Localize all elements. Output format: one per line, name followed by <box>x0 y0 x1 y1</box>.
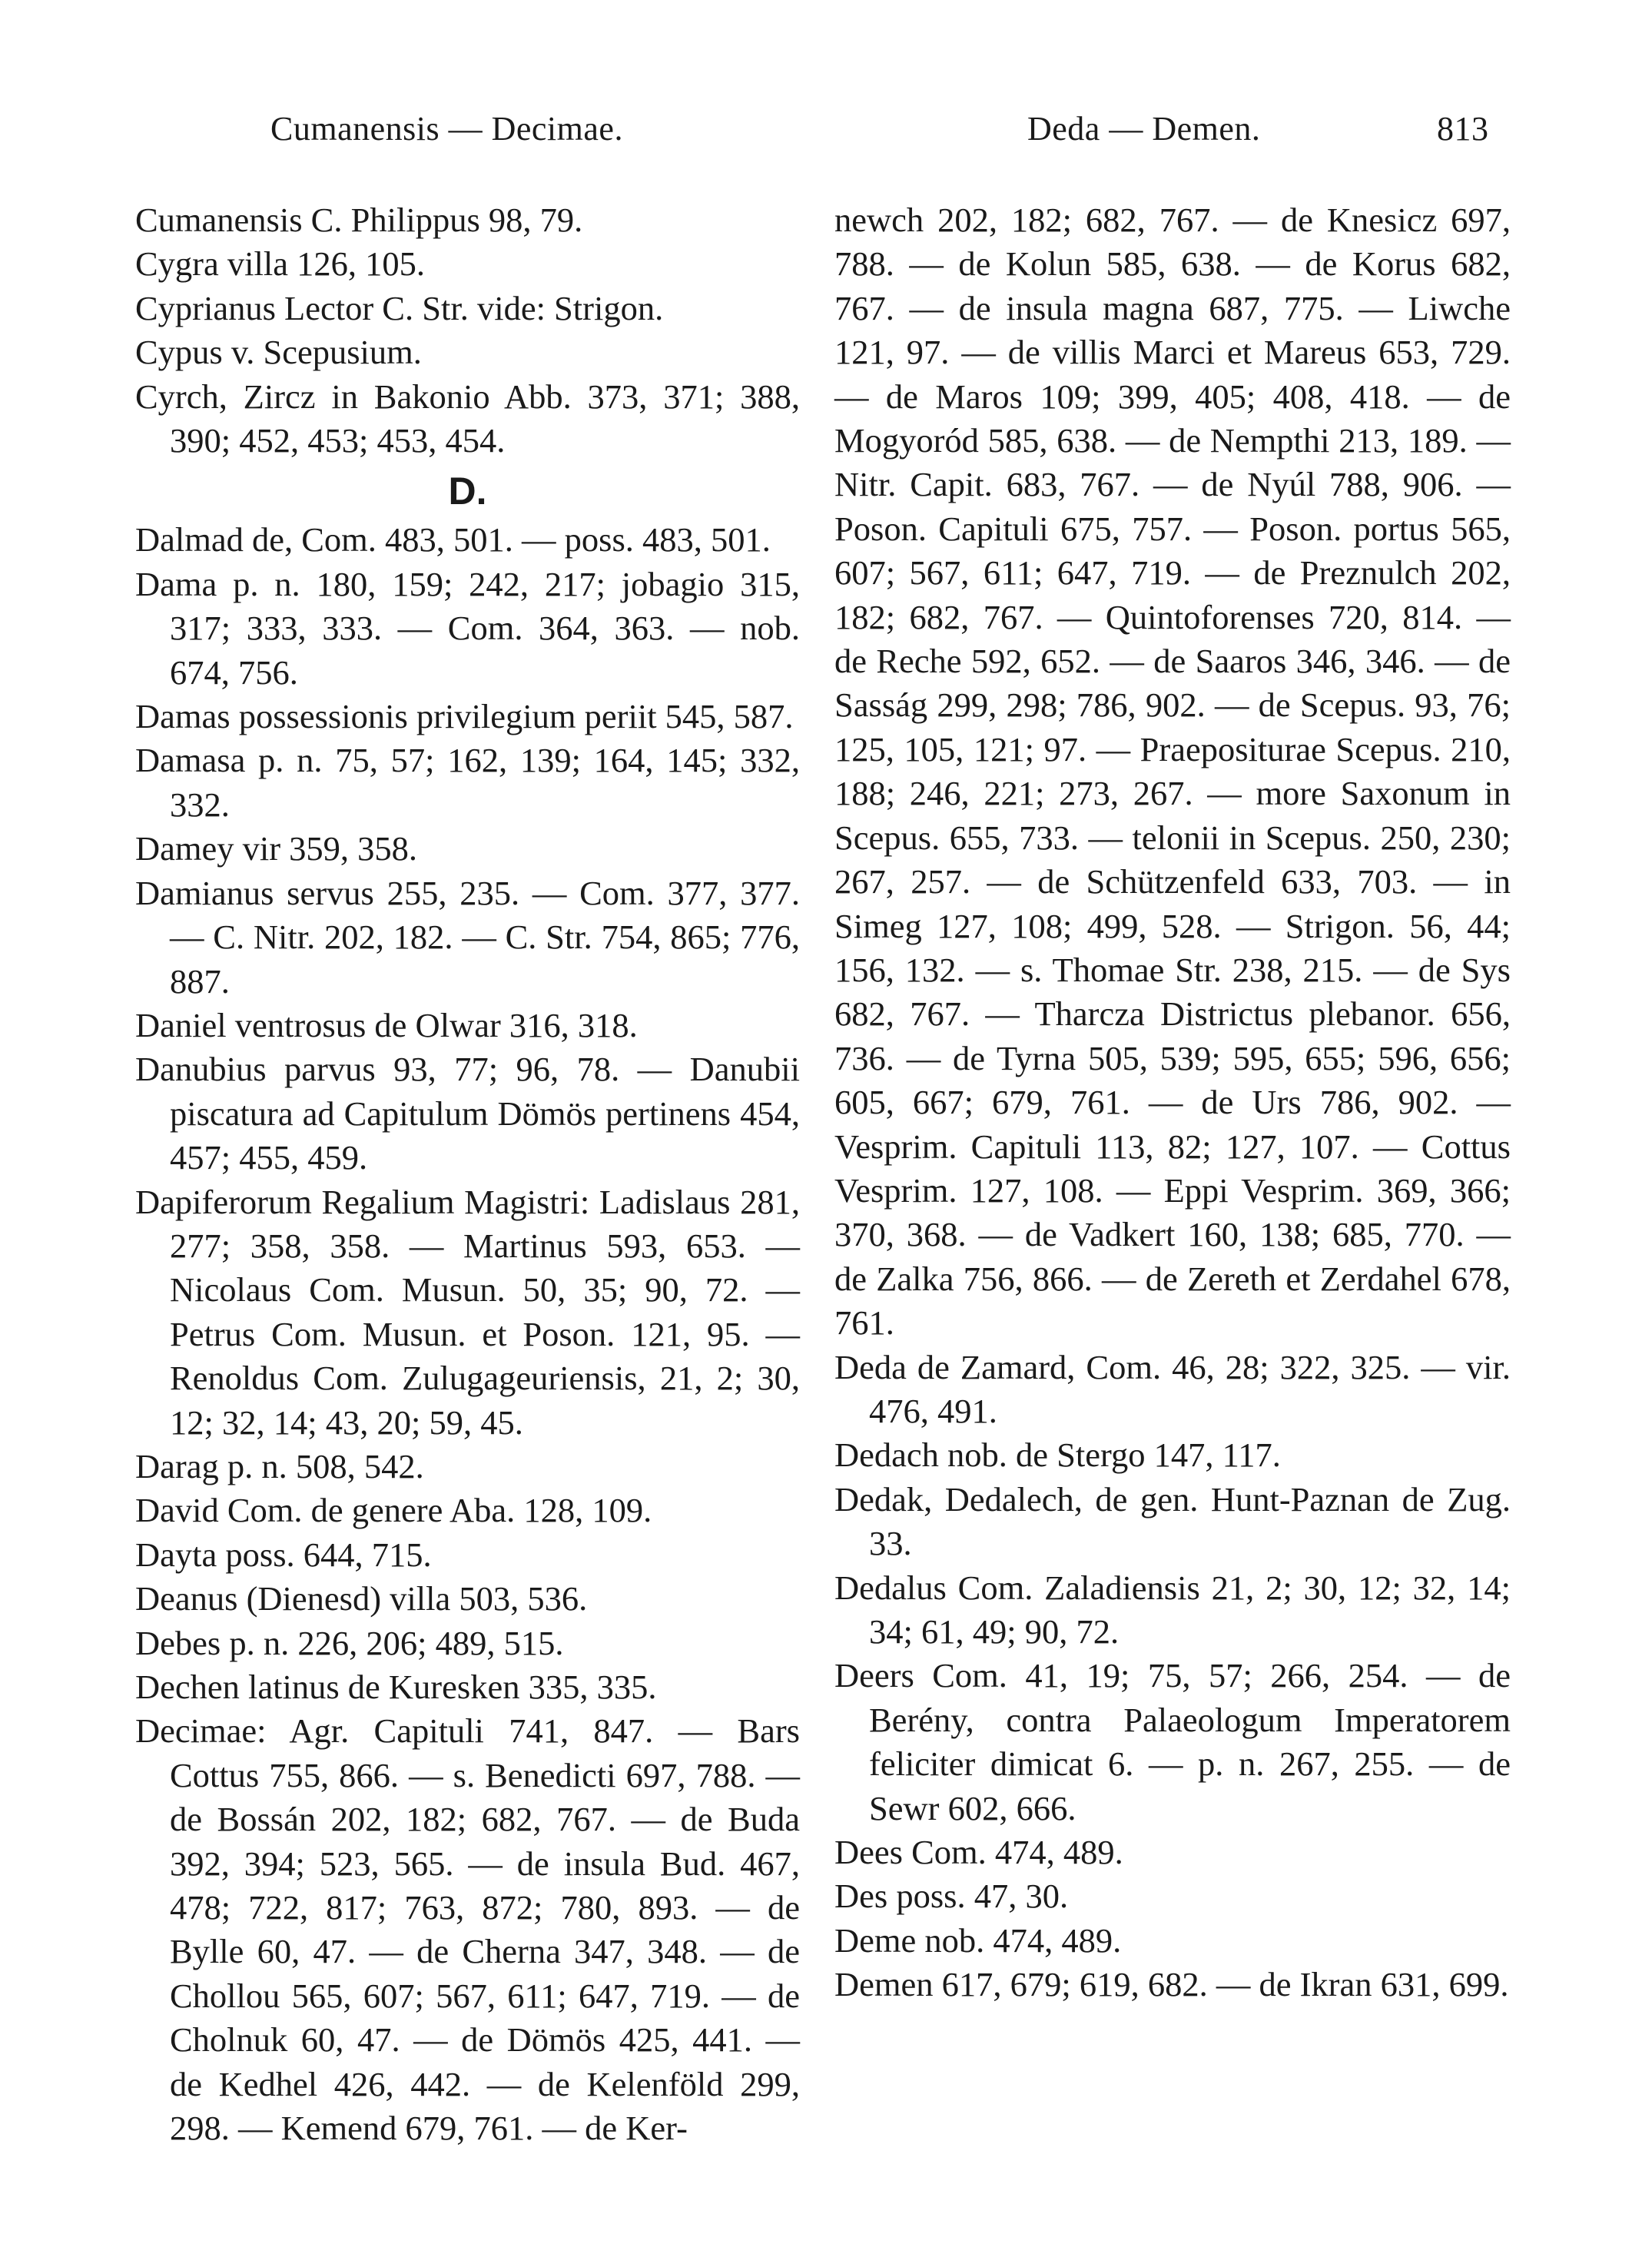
index-entry: Dalmad de, Com. 483, 501. — poss. 483, 501. <box>135 520 771 559</box>
index-entry: Dedalus Com. Zaladiensis 21, 2; 30, 12; 32, 14; 34; 61, 49; 90, 72. <box>834 1568 1511 1651</box>
index-entry: Deme nob. 474, 489. <box>834 1920 1122 1960</box>
index-entry: Daniel ventrosus de Olwar 316, 318. <box>135 1005 638 1044</box>
index-entry: David Com. de genere Aba. 128, 109. <box>135 1491 652 1530</box>
index-entry: Dees Com. 474, 489. <box>834 1833 1123 1872</box>
index-entry: Decimae: Agr. Capituli 741, 847. — Bars Cottus 755, 866. — s. Benedicti 697, 788. — de Bossán 202, 182; 682, 767. — de Buda 392, 394; 523, 565. — de insula Bud. 467, 478; 722, 817; 763, 872; 780, 893. — de Bylle 60, 47. — de Cherna 347, 348. — de Chollou 565, 607; 567, 611; 647, 719. — de Cholnuk 60, 47. — de Dömös 425, 441. — de Kedhel 426, 442. — de Kelenföld 299, 298. — Kemend 679, 761. — de Ker- <box>135 1711 800 2148</box>
index-entry: Dechen latinus de Kuresken 335, 335. <box>135 1668 657 1706</box>
right-column <box>834 198 1511 2007</box>
index-entry: Dedach nob. de Stergo 147, 117. <box>834 1436 1281 1475</box>
index-entry: Cypus v. Scepusium. <box>135 333 422 372</box>
section-letter: D. <box>448 470 487 513</box>
index-entry: Cyprianus Lector C. Str. vide: Strigon. <box>135 288 664 327</box>
left-column <box>135 198 800 2150</box>
index-entry: Demen 617, 679; 619, 682. — de Ikran 631, 699. <box>834 1965 1509 2004</box>
index-entry: Danubius parvus 93, 77; 96, 78. — Danubii piscatura ad Capitulum Dömös pertinens 454, 457; 455, 459. <box>135 1050 800 1177</box>
index-entry: Dayta poss. 644, 715. <box>135 1535 432 1574</box>
index-entry: Cumanensis C. Philippus 98, 79. <box>135 201 583 239</box>
index-entry: Cyrch, Zircz in Bakonio Abb. 373, 371; 388, 390; 452, 453; 453, 454. <box>135 377 800 460</box>
index-entry: Damianus servus 255, 235. — Com. 377, 377. — C. Nitr. 202, 182. — C. Str. 754, 865; 776, 887. <box>135 873 800 1001</box>
index-entry: Dapiferorum Regalium Magistri: Ladislaus 281, 277; 358, 358. — Martinus 593, 653. — Nicolaus Com. Musun. 50, 35; 90, 72. — Petrus Com. Musun. et Poson. 121, 95. — Renoldus Com. Zulugageuriensis, 21, 2; 30, 12; 32, 14; 43, 20; 59, 45. <box>135 1182 800 1442</box>
index-entry: Deanus (Dienesd) villa 503, 536. <box>135 1579 588 1618</box>
index-entry: Des poss. 47, 30. <box>834 1877 1069 1916</box>
index-entry: Damasa p. n. 75, 57; 162, 139; 164, 145; 332, 332. <box>135 741 800 824</box>
index-entry: Damey vir 359, 358. <box>135 829 418 868</box>
index-entry: Damas possessionis privilegium periit 545, 587. <box>135 697 794 736</box>
running-head-left: Cumanensis — Decimae. <box>270 110 623 148</box>
index-entry: Debes p. n. 226, 206; 489, 515. <box>135 1623 564 1662</box>
index-entry: Cygra villa 126, 105. <box>135 244 425 284</box>
index-entry: Deda de Zamard, Com. 46, 28; 322, 325. — vir. 476, 491. <box>834 1347 1511 1430</box>
index-entry: Deers Com. 41, 19; 75, 57; 266, 254. — de Berény, contra Palaeologum Imperatorem feliciter dimicat 6. — p. n. 267, 255. — de Sewr 602, 666. <box>834 1656 1511 1827</box>
index-entry: Dedak, Dedalech, de gen. Hunt-Paznan de Zug. 33. <box>834 1479 1511 1563</box>
entry-continuation: newch 202, 182; 682, 767. — de Knesicz 697, 788. — de Kolun 585, 638. — de Korus 682, 767. — de insula magna 687, 775. — Liwche 121, 97. — de villis Marci et Mareus 653, 729. — de Maros 109; 399, 405; 408, 418. — de Mogyoród 585, 638. — de Nempthi 213, 189. — Nitr. Capit. 683, 767. — de Nyúl 788, 906. — Poson. Capituli 675, 757. — Poson. portus 565, 607; 567, 611; 647, 719. — de Preznulch 202, 182; 682, 767. — Quintoforenses 720, 814. — de Reche 592, 652. — de Saaros 346, 346. — de Sasság 299, 298; 786, 902. — de Scepus. 93, 76; 125, 105, 121; 97. — Praepositurae Scepus. 210, 188; 246, 221; 273, 267. — more Saxonum in Scepus. 655, 733. — telonii in Scepus. 250, 230; 267, 257. — de Schützenfeld 633, 703. — in Simeg 127, 108; 499, 528. — Strigon. 56, 44; 156, 132. — s. Thomae Str. 238, 215. — de Sys 682, 767. — Tharcza Districtus plebanor. 656, 736. — de Tyrna 505, 539; 595, 655; 596, 656; 605, 667; 679, 761. — de Urs 786, 902. — Vesprim. Capituli 113, 82; 127, 107. — Cottus Vesprim. 127, 108. — Eppi Vesprim. 369, 366; 370, 368. — de Vadkert 160, 138; 685, 770. — de Zalka 756, 866. — de Zereth et Zerdahel 678, 761. <box>834 201 1511 1343</box>
index-entry: Dama p. n. 180, 159; 242, 217; jobagio 315, 317; 333, 333. — Com. 364, 363. — nob. 674, 756. <box>135 564 800 692</box>
page-number: 813 <box>1437 110 1489 148</box>
index-entry: Darag p. n. 508, 542. <box>135 1446 424 1485</box>
running-head-right: Deda — Demen. <box>1027 110 1261 148</box>
